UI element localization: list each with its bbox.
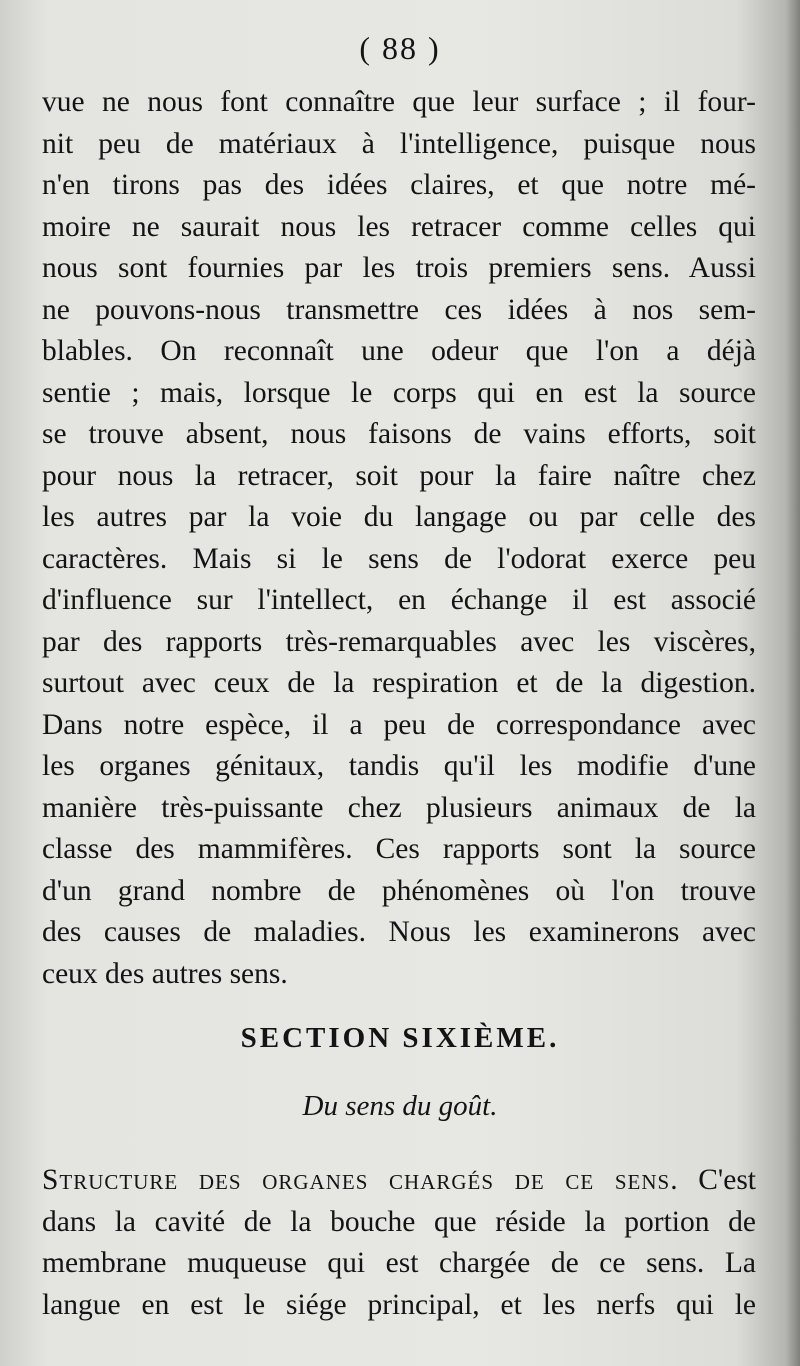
text-line: vue ne nous font connaître que leur surface ; il four- (42, 86, 756, 118)
text-line: d'influence sur l'intellect, en échange il est associé (42, 584, 756, 616)
first-line-rest: C'est (698, 1164, 756, 1196)
section-title: SECTION SIXIÈME. (240, 1022, 560, 1054)
text-line: surtout avec ceux de la respiration et de la digestion. (42, 667, 756, 699)
text-line: ne pouvons-nous transmettre ces idées à nos sem- (42, 293, 756, 326)
text-line: se trouve absent, nous faisons de vains efforts, soit (42, 418, 756, 450)
text-line: par des rapports très-remarquables avec les viscères, (42, 625, 756, 658)
text-line: moire ne saurait nous les retracer comme celles qui (42, 210, 756, 243)
text-line: nous sont fournies par les trois premiers sens. Aussi (42, 252, 756, 284)
text-line: sentie ; mais, lorsque le corps qui en est la source (42, 376, 756, 409)
text-line: blables. On reconnaît une odeur que l'on a déjà (42, 335, 756, 367)
text-line: pour nous la retracer, soit pour la faire naître chez (42, 459, 756, 492)
text-line: membrane muqueuse qui est chargée de ce sens. La (42, 1247, 756, 1279)
text-line: les autres par la voie du langage ou par celle des (42, 501, 756, 533)
text-line-with-lead (42, 1160, 756, 1202)
paragraph-gout (42, 1160, 756, 1326)
text-line: d'un grand nombre de phénomènes où l'on trouve (42, 874, 756, 907)
text-line: langue en est le siége principal, et les nerfs qui le (42, 1288, 756, 1321)
text-line: caractères. Mais si le sens de l'odorat exerce peu (42, 542, 756, 575)
paragraph-odorat (42, 82, 756, 995)
text-line: manière très-puissante chez plusieurs animaux de la (42, 791, 756, 824)
text-line: les organes génitaux, tandis qu'il les modifie d'une (42, 750, 756, 782)
text-line: n'en tirons pas des idées claires, et que notre mé- (42, 169, 756, 201)
page-number: ( 88 ) (359, 30, 441, 66)
text-line: dans la cavité de la bouche que réside la portion de (42, 1205, 756, 1238)
text-line: nit peu de matériaux à l'intelligence, puisque nous (42, 127, 756, 160)
text-line: ceux des autres sens. (42, 957, 288, 990)
text-line: classe des mammifères. Ces rapports sont la source (42, 833, 756, 865)
text-line: Dans notre espèce, il a peu de correspondance avec (42, 708, 756, 741)
section-subtitle: Du sens du goût. (302, 1090, 498, 1122)
page-edge-shadow (786, 0, 800, 1366)
lead-caps-heading: Structure des organes chargés de ce sens. (42, 1164, 679, 1196)
text-line: des causes de maladies. Nous les examinerons avec (42, 916, 756, 948)
